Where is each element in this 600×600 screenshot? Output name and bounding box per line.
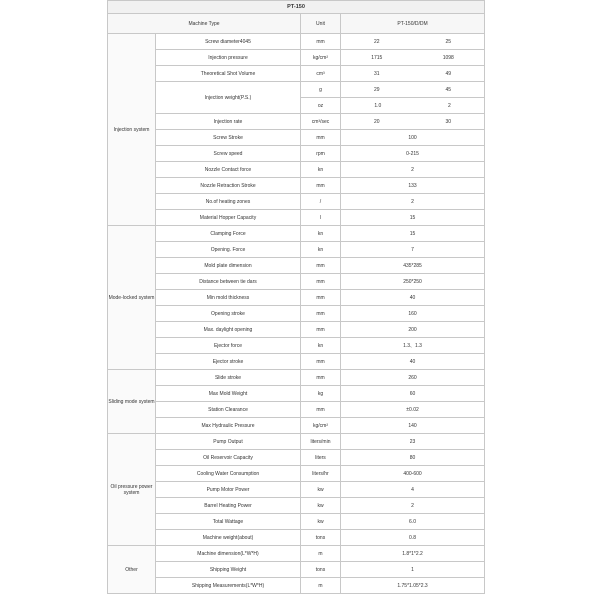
spec-row: [108, 386, 485, 402]
spec-param: Total Wattage: [156, 514, 301, 530]
spec-param: Pump Output: [156, 434, 301, 450]
spec-value: 260: [341, 370, 485, 386]
spec-param: Opening stroke: [156, 306, 301, 322]
spec-param: Clamping Force: [156, 226, 301, 242]
spec-row: [108, 50, 485, 66]
spec-param: Screw speed: [156, 146, 301, 162]
spec-param: Oil Reservoir Capacity: [156, 450, 301, 466]
spec-unit: mm: [301, 402, 341, 418]
spec-row: [108, 194, 485, 210]
spec-value-b: 30: [445, 118, 452, 125]
spec-row: [108, 354, 485, 370]
spec-value-pair: [341, 103, 484, 109]
spec-param: Distance between tie dars: [156, 274, 301, 290]
spec-param: Max. daylight opening: [156, 322, 301, 338]
spec-value: 140: [341, 418, 485, 434]
spec-value: 2: [341, 162, 485, 178]
spec-row: [108, 418, 485, 434]
spec-param: Max Hydraulic Pressure: [156, 418, 301, 434]
spec-value: 23: [341, 434, 485, 450]
spec-param: Opening. Force: [156, 242, 301, 258]
spec-row: [108, 290, 485, 306]
spec-param: Ejector stroke: [156, 354, 301, 370]
spec-param: Pump Motor Power: [156, 482, 301, 498]
spec-param: Injection weight(P.S.): [156, 82, 301, 114]
spec-param: Slide stroke: [156, 370, 301, 386]
spec-value: 60: [341, 386, 485, 402]
spec-row: [108, 242, 485, 258]
spec-unit: m: [301, 546, 341, 562]
spec-param: Barrel Heating Power: [156, 498, 301, 514]
spec-value: ±0.02: [341, 402, 485, 418]
spec-row: [108, 514, 485, 530]
spec-row: [108, 466, 485, 482]
spec-row: [108, 66, 485, 82]
spec-value: 1: [341, 562, 485, 578]
spec-value: 15: [341, 210, 485, 226]
spec-value: 200: [341, 322, 485, 338]
spec-row: [108, 258, 485, 274]
spec-value: 0.8: [341, 530, 485, 546]
spec-row: [108, 562, 485, 578]
spec-unit: mm: [301, 130, 341, 146]
spec-unit: mm: [301, 290, 341, 306]
spec-value: 40: [341, 354, 485, 370]
spec-value: 2: [341, 498, 485, 514]
spec-param: Nozzle Contact force: [156, 162, 301, 178]
spec-param: Shipping Measurements(L*W*H): [156, 578, 301, 594]
spec-value: 1.3、1.3: [341, 338, 485, 354]
title-row: [108, 1, 485, 14]
section-label: Injection system: [108, 34, 156, 226]
spec-param: Min mold thickness: [156, 290, 301, 306]
section-label: Sliding mode system: [108, 370, 156, 434]
spec-unit: liters/min: [301, 434, 341, 450]
spec-row: [108, 130, 485, 146]
spec-value: 1.8*1*2.2: [341, 546, 485, 562]
spec-value: 160: [341, 306, 485, 322]
spec-value: 15: [341, 226, 485, 242]
spec-unit: kn: [301, 162, 341, 178]
spec-unit: kg/cm²: [301, 50, 341, 66]
spec-unit: kn: [301, 226, 341, 242]
spec-unit: liters: [301, 450, 341, 466]
spec-row: [108, 274, 485, 290]
spec-unit: kw: [301, 482, 341, 498]
spec-value-b: 1098: [442, 54, 454, 61]
spec-unit: mm: [301, 274, 341, 290]
spec-unit: rpm: [301, 146, 341, 162]
spec-param: Machine weight(about): [156, 530, 301, 546]
spec-value-a: 22: [373, 38, 380, 45]
spec-value: 80: [341, 450, 485, 466]
spec-unit: g: [301, 82, 341, 98]
spec-unit: liters/hr: [301, 466, 341, 482]
spec-value: 133: [341, 178, 485, 194]
spec-row: [108, 162, 485, 178]
spec-value: 4: [341, 482, 485, 498]
spec-unit: kw: [301, 498, 341, 514]
spec-value-pair: [341, 39, 484, 45]
spec-param: Injection pressure: [156, 50, 301, 66]
spec-unit: mm: [301, 34, 341, 50]
spec-row: [108, 210, 485, 226]
spec-row: [108, 402, 485, 418]
spec-unit: mm: [301, 178, 341, 194]
spec-value: [341, 34, 485, 50]
spec-row: [108, 178, 485, 194]
spec-unit: kw: [301, 514, 341, 530]
spec-value-pair: [341, 119, 484, 125]
spec-value-pair: [341, 71, 484, 77]
spec-param: Machine dimension(L*W*H): [156, 546, 301, 562]
spec-value-a: 31: [373, 70, 380, 77]
spec-value-a: 29: [373, 86, 380, 93]
spec-sheet: [107, 0, 484, 600]
spec-row: [108, 434, 485, 450]
spec-value-b: 45: [445, 86, 452, 93]
spec-table: [107, 0, 485, 594]
spec-unit: tons: [301, 562, 341, 578]
spec-value: 100: [341, 130, 485, 146]
spec-param: Screw Stroke: [156, 130, 301, 146]
spec-param: Screw diameter4045: [156, 34, 301, 50]
spec-row: [108, 226, 485, 242]
spec-row: [108, 34, 485, 50]
spec-param: Shipping Weight: [156, 562, 301, 578]
spec-row: [108, 306, 485, 322]
spec-row: [108, 322, 485, 338]
spec-unit: l: [301, 210, 341, 226]
spec-value-pair: [341, 55, 484, 61]
spec-param: Max Mold Weight: [156, 386, 301, 402]
spec-param: Material Hopper Capacity: [156, 210, 301, 226]
spec-value: 400-600: [341, 466, 485, 482]
table-title: PT-150: [108, 1, 485, 14]
section-label: Other: [108, 546, 156, 594]
spec-value: [341, 98, 485, 114]
spec-unit: kn: [301, 242, 341, 258]
spec-unit: kg/cm²: [301, 418, 341, 434]
spec-value: [341, 82, 485, 98]
spec-unit: mm: [301, 258, 341, 274]
spec-row: [108, 498, 485, 514]
spec-value: 250*250: [341, 274, 485, 290]
spec-value-b: 2: [447, 102, 451, 109]
spec-unit: kn: [301, 338, 341, 354]
spec-row: [108, 370, 485, 386]
spec-value: 6.0: [341, 514, 485, 530]
spec-value-pair: [341, 87, 484, 93]
spec-unit: cm³: [301, 66, 341, 82]
header-unit: Unit: [301, 14, 341, 34]
spec-value: 1.75*1.05*2.3: [341, 578, 485, 594]
spec-row: [108, 530, 485, 546]
spec-value-a: 20: [373, 118, 380, 125]
spec-row: [108, 578, 485, 594]
spec-value: 0-215: [341, 146, 485, 162]
spec-unit: tons: [301, 530, 341, 546]
spec-unit: cm³/sec: [301, 114, 341, 130]
spec-unit: /: [301, 194, 341, 210]
spec-value: 40: [341, 290, 485, 306]
spec-row: [108, 146, 485, 162]
spec-param: Theoretical Shot Volume: [156, 66, 301, 82]
spec-param: Cooling Water Consumption: [156, 466, 301, 482]
spec-value: 435*285: [341, 258, 485, 274]
section-label: Mode-locked system: [108, 226, 156, 370]
header-row: [108, 14, 485, 34]
spec-row: [108, 546, 485, 562]
spec-row: [108, 450, 485, 466]
header-machine-type: Machine Type: [108, 14, 301, 34]
header-model: PT-150/D/DM: [341, 14, 485, 34]
spec-table-body: [108, 1, 485, 594]
spec-unit: mm: [301, 370, 341, 386]
spec-value-a: 1.0: [374, 102, 382, 109]
spec-unit: mm: [301, 306, 341, 322]
spec-row: [108, 82, 485, 98]
spec-value: [341, 66, 485, 82]
spec-value-a: 1715: [371, 54, 383, 61]
spec-param: No.of heating zones: [156, 194, 301, 210]
spec-unit: oz: [301, 98, 341, 114]
spec-unit: mm: [301, 322, 341, 338]
section-label: Oil pressure power system: [108, 434, 156, 546]
spec-value: [341, 50, 485, 66]
spec-unit: m: [301, 578, 341, 594]
spec-unit: kg: [301, 386, 341, 402]
spec-value: 2: [341, 194, 485, 210]
spec-value-b: 49: [445, 70, 452, 77]
spec-unit: mm: [301, 354, 341, 370]
spec-row: [108, 338, 485, 354]
spec-param: Injection rate: [156, 114, 301, 130]
spec-value-b: 25: [445, 38, 452, 45]
spec-value: [341, 114, 485, 130]
spec-param: Nozzle Retraction Stroke: [156, 178, 301, 194]
spec-param: Ejector force: [156, 338, 301, 354]
spec-param: Station Clearance: [156, 402, 301, 418]
spec-row: [108, 482, 485, 498]
spec-row: [108, 114, 485, 130]
spec-value: 7: [341, 242, 485, 258]
spec-param: Mold plate dimension: [156, 258, 301, 274]
